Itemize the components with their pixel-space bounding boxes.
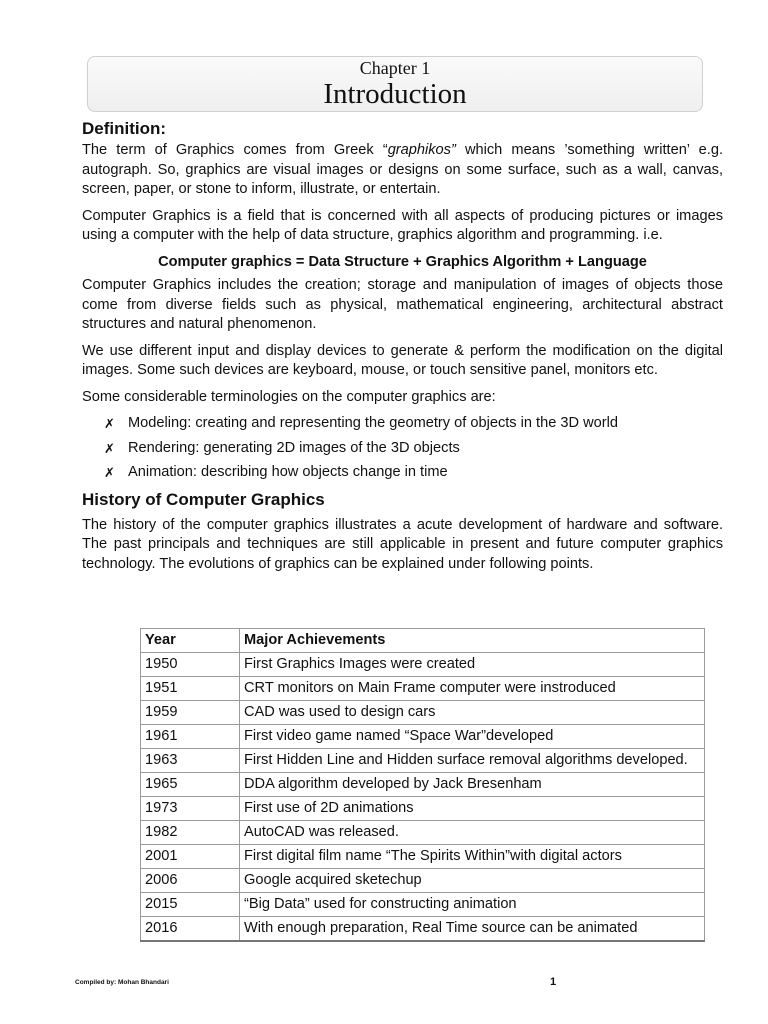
terminology-list [82, 414, 723, 483]
column-header-achievements: Major Achievements [240, 629, 705, 653]
cross-mark-icon: ✗ [104, 440, 115, 456]
table-row [141, 845, 705, 869]
year-cell: 1961 [141, 725, 240, 749]
chapter-number: Chapter 1 [359, 58, 431, 78]
table-row [141, 773, 705, 797]
achievement-cell: With enough preparation, Real Time source can be animated [240, 917, 705, 942]
achievement-cell: Google acquired sketechup [240, 869, 705, 893]
column-header-year: Year [141, 629, 240, 653]
achievement-cell: DDA algorithm developed by Jack Bresenham [240, 773, 705, 797]
table-row [141, 869, 705, 893]
year-cell: 1965 [141, 773, 240, 797]
table-row [141, 653, 705, 677]
year-cell: 2001 [141, 845, 240, 869]
year-cell: 1950 [141, 653, 240, 677]
definition-paragraph-2: Computer Graphics is a field that is concerned with all aspects of producing pictures or images using a computer with the help of data structure, graphics algorithm and programming. i.e. [82, 207, 723, 243]
table-row [141, 893, 705, 917]
table-row [141, 821, 705, 845]
history-table [140, 628, 705, 942]
year-cell: 1951 [141, 677, 240, 701]
year-cell: 2015 [141, 893, 240, 917]
year-cell: 2016 [141, 917, 240, 942]
table-header-row [141, 629, 705, 653]
achievement-cell: CRT monitors on Main Frame computer were instroduced [240, 677, 705, 701]
chapter-title: Introduction [323, 78, 467, 110]
year-cell: 2006 [141, 869, 240, 893]
year-cell: 1982 [141, 821, 240, 845]
list-item: ✗ Animation: describing how objects change in time [82, 463, 723, 483]
page-number: 1 [550, 976, 557, 988]
cross-mark-icon: ✗ [104, 416, 115, 431]
greek-term: graphikos” [387, 142, 456, 158]
definition-paragraph-1: The term of Graphics comes from Greek “graphikos” which means ’something written’ e.g. autograph. So, graphics are visual images or designs on some surface, such as a wall, canvas, screen, paper, or stone to inform, illustrate, or entertain. [82, 142, 723, 197]
definition-paragraph-4: We use different input and display devices to generate & perform the modification on the digital images. Some such devices are keyboard, mouse, or touch sensitive panel, monitors etc. [82, 342, 723, 378]
definition-paragraph-3: Computer Graphics includes the creation; storage and manipulation of images of objects those come from diverse fields such as physical, mathematical engineering, architectural abstract structures and natural phenomenon. [82, 277, 723, 332]
chapter-header [87, 56, 703, 112]
achievement-cell: AutoCAD was released. [240, 821, 705, 845]
footer-compiled-by: Compiled by: Mohan Bhandari [75, 979, 169, 986]
year-cell: 1963 [141, 749, 240, 773]
achievement-cell: First digital film name “The Spirits Within”with digital actors [240, 845, 705, 869]
table-row [141, 725, 705, 749]
list-item: ✗ Rendering: generating 2D images of the 3D objects [82, 439, 723, 459]
graphics-formula: Computer graphics = Data Structure + Graphics Algorithm + Language [158, 253, 647, 270]
achievement-cell: First video game named “Space War”developed [240, 725, 705, 749]
year-cell: 1959 [141, 701, 240, 725]
table-row [141, 797, 705, 821]
table-row [141, 749, 705, 773]
main-content [82, 117, 723, 581]
year-cell: 1973 [141, 797, 240, 821]
history-paragraph: The history of the computer graphics illustrates a acute development of hardware and software. The past principals and techniques are still applicable in present and future computer graphics technology. The evolutions of graphics can be explained under following points. [82, 516, 723, 572]
achievement-cell: First Graphics Images were created [240, 653, 705, 677]
achievement-cell: “Big Data” used for constructing animation [240, 893, 705, 917]
table-row [141, 917, 705, 942]
achievement-cell: First Hidden Line and Hidden surface removal algorithms developed. [240, 749, 705, 773]
cross-mark-icon: ✗ [104, 465, 115, 480]
achievement-cell: First use of 2D animations [240, 797, 705, 821]
list-item: ✗ Modeling: creating and representing the geometry of objects in the 3D world [82, 414, 723, 434]
table-row [141, 677, 705, 701]
table-row [141, 701, 705, 725]
achievement-cell: CAD was used to design cars [240, 701, 705, 725]
history-heading: History of Computer Graphics [82, 489, 325, 509]
definition-heading: Definition: [82, 119, 167, 138]
definition-paragraph-5: Some considerable terminologies on the computer graphics are: [82, 388, 496, 405]
